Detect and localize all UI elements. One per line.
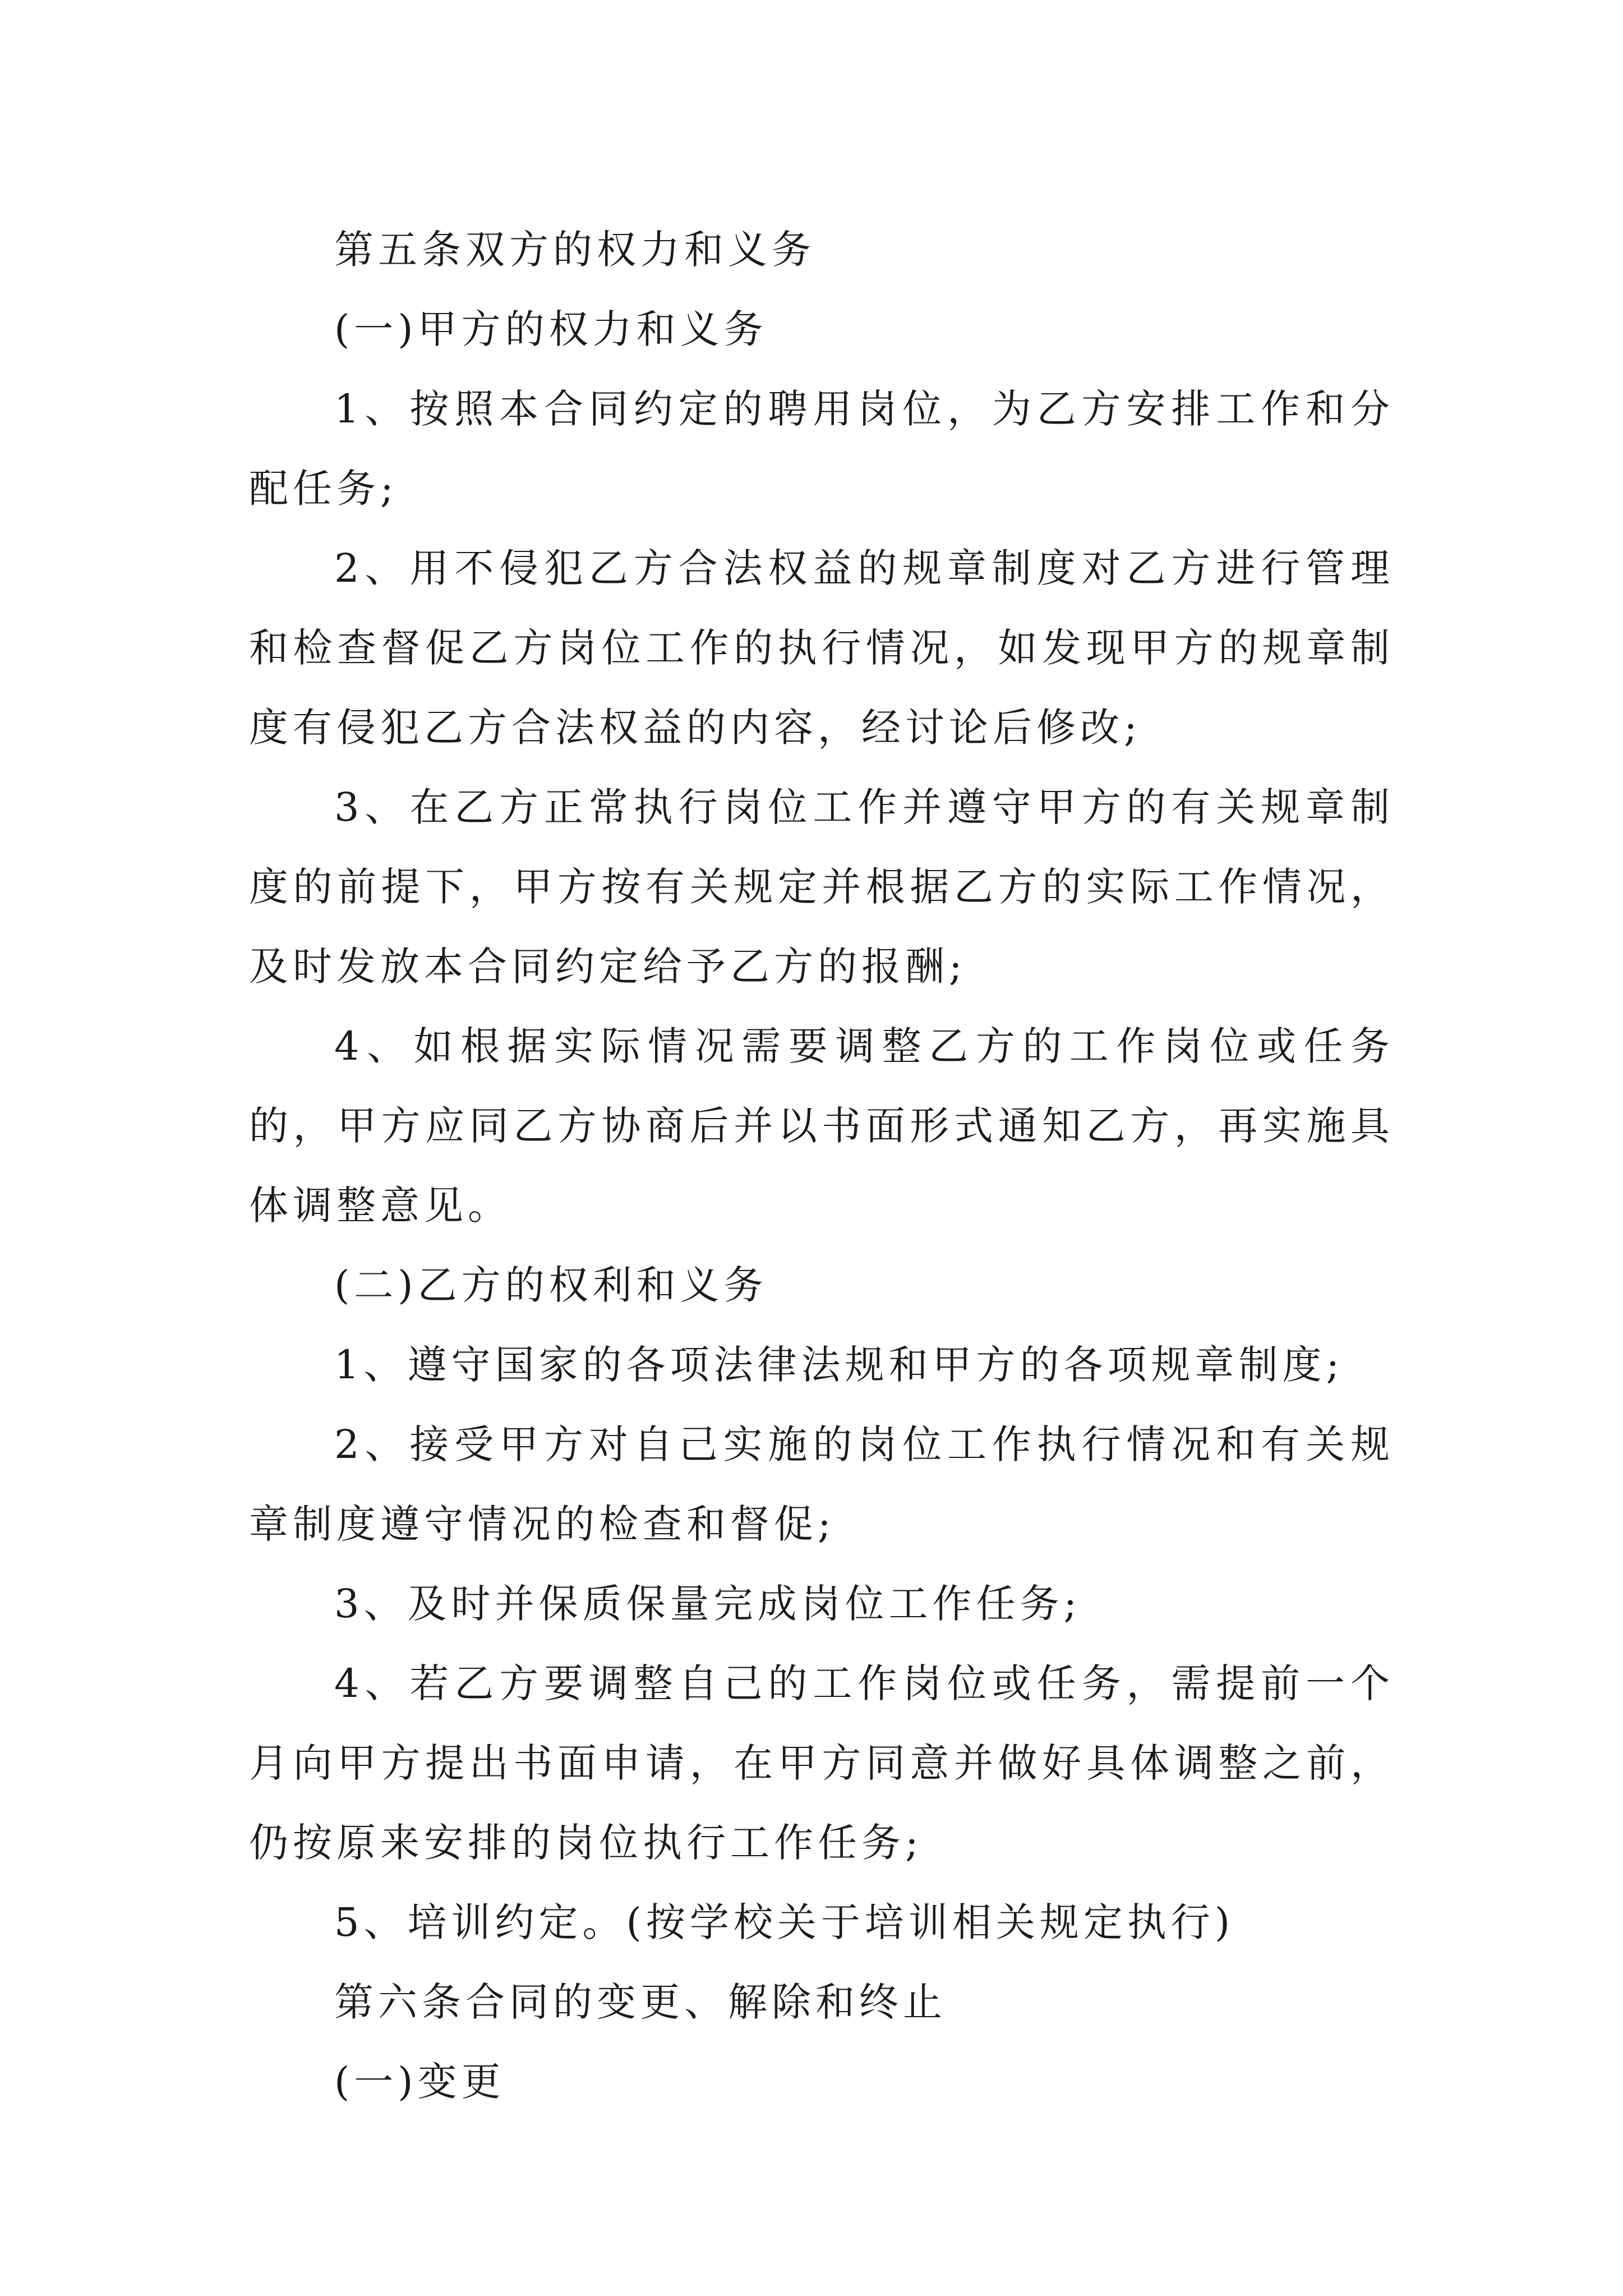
party-a-item-2: 2、用不侵犯乙方合法权益的规章制度对乙方进行管理和检查督促乙方岗位工作的执行情况，如发现甲方的规章制度有侵犯乙方合法权益的内容，经讨论后修改;	[249, 545, 1394, 751]
party-b-item-2: 2、接受甲方对自己实施的岗位工作执行情况和有关规章制度遵守情况的检查和督促;	[249, 1421, 1394, 1547]
party-a-item-4: 4、如根据实际情况需要调整乙方的工作岗位或任务的，甲方应同乙方协商后并以书面形式通知乙方，再实施具体调整意见。	[249, 1023, 1394, 1228]
section-change-heading: (一)变更	[334, 2059, 505, 2105]
article-5-heading: 第五条双方的权力和义务	[334, 227, 815, 273]
section-party-a-heading: (一)甲方的权力和义务	[334, 306, 768, 352]
party-b-item-4: 4、若乙方要调整自己的工作岗位或任务，需提前一个月向甲方提出书面申请，在甲方同意并做好具体调整之前，仍按原来安排的岗位执行工作任务;	[249, 1660, 1394, 1866]
article-6-heading: 第六条合同的变更、解除和终止	[334, 1979, 947, 2025]
party-b-item-1: 1、遵守国家的各项法律法规和甲方的各项规章制度;	[334, 1342, 1344, 1388]
party-a-item-1: 1、按照本合同约定的聘用岗位，为乙方安排工作和分配任务;	[249, 386, 1394, 512]
document-body	[249, 210, 1394, 2122]
party-b-item-3: 3、及时并保质保量完成岗位工作任务;	[334, 1581, 1082, 1627]
section-party-b-heading: (二)乙方的权利和义务	[334, 1262, 768, 1308]
party-b-item-5: 5、培训约定。(按学校关于培训相关规定执行)	[334, 1899, 1235, 1945]
party-a-item-3: 3、在乙方正常执行岗位工作并遵守甲方的有关规章制度的前提下，甲方按有关规定并根据乙方的实际工作情况，及时发放本合同约定给予乙方的报酬;	[249, 784, 1394, 990]
